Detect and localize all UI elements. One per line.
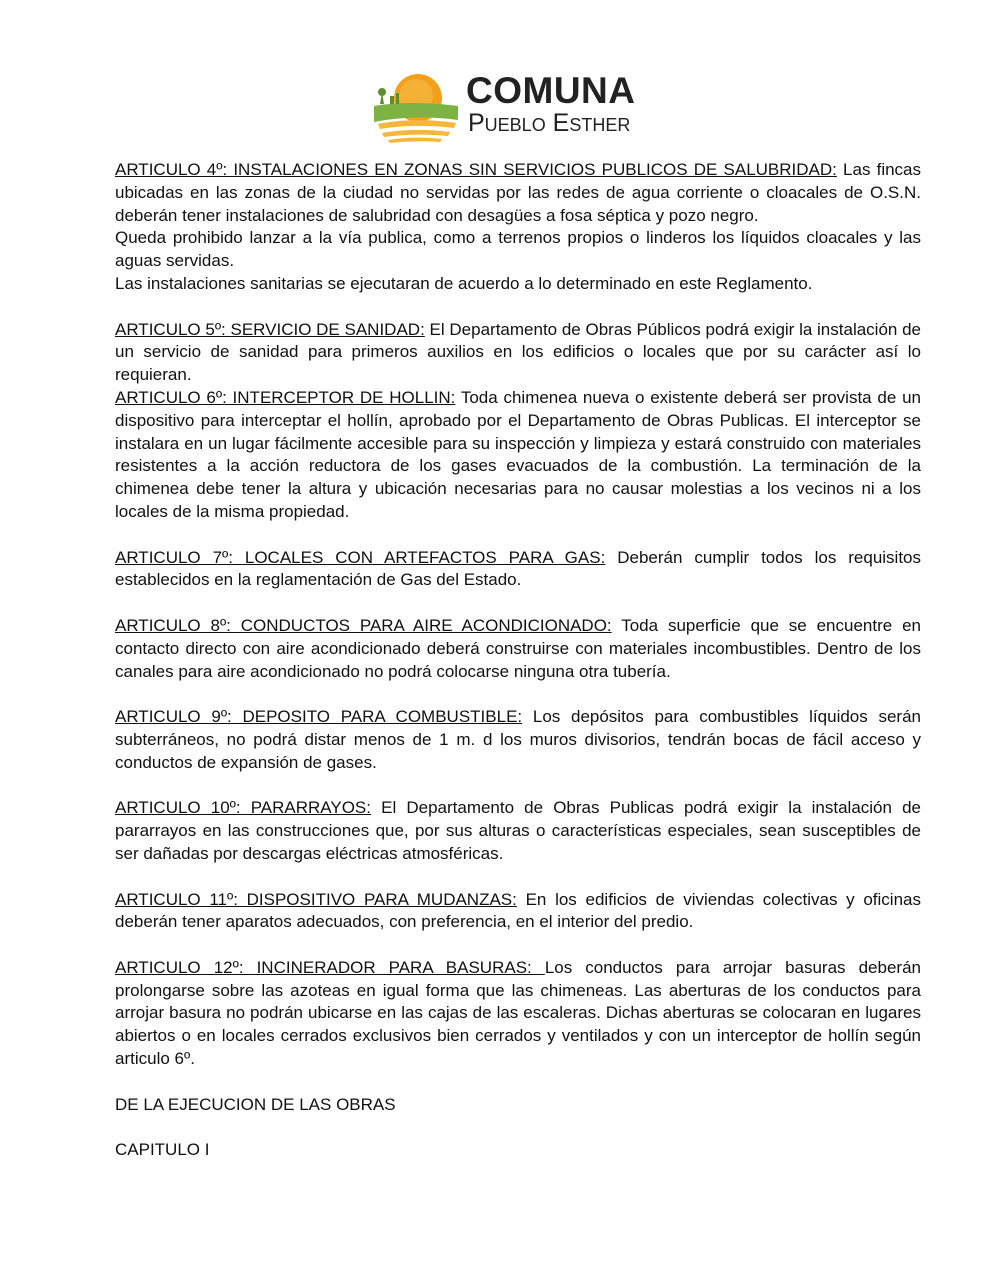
article-6-heading: ARTICULO 6º: INTERCEPTOR DE HOLLIN:: [115, 387, 456, 407]
article-11-heading: ARTICULO 11º: DISPOSITIVO PARA MUDANZAS:: [115, 889, 517, 909]
logo-title: COMUNA: [466, 70, 636, 111]
chapter-title: CAPITULO I: [115, 1140, 210, 1160]
article-5-heading: ARTICULO 5º: SERVICIO DE SANIDAD:: [115, 319, 425, 339]
article-7-text: Deberán cumplir todos los requisitos establecidos en la reglamentación de Gas del Estado.: [115, 547, 922, 590]
article-4-heading: ARTICULO 4º: INSTALACIONES EN ZONAS SIN SERVICIOS PUBLICOS DE SALUBRIDAD:: [115, 160, 837, 179]
article-11-text: En los edificios de viviendas colectivas y oficinas deberán tener aparatos adecuados, con preferencia, en el interior del predio.: [115, 889, 921, 932]
article-9-heading: ARTICULO 9º: DEPOSITO PARA COMBUSTIBLE:: [115, 707, 523, 727]
article-4-paragraph-3: Las instalaciones sanitarias se ejecutaran de acuerdo a lo determinado en este Reglamento.: [115, 273, 813, 293]
article-10-text: El Departamento de Obras Publicas podrá exigir la instalación de pararrayos en las construcciones que, por sus alturas o características especiales, sean susceptibles de ser dañadas por descargas eléctricas atmosféricas.: [115, 798, 921, 863]
article-4: [115, 159, 921, 227]
article-8: [115, 615, 921, 683]
article-12-text: Los conductos para arrojar basuras deberán prolongarse sobre las azoteas en igual forma que las chimeneas. Las aberturas de los conductos para arrojar basura no podrán ubicarse en las cajas de las escaleras. Dichas aberturas se colocaran en lugares abiertos o en locales cerrados exclusivos bien cerrados y ventilados y con un interceptor de hollín según articulo 6º.: [115, 957, 921, 1069]
comuna-logo-icon: [370, 62, 462, 154]
article-9: [115, 706, 921, 774]
article-5-text: El Departamento de Obras Públicos podrá exigir la instalación de un servicio de sanidad para primeros auxilios en los edificios o locales que por su carácter así lo requieran.: [115, 319, 921, 385]
article-8-text: Toda superficie que se encuentre en contacto directo con aire acondicionado deberá construirse con materiales incombustibles. Dentro de los canales para aire acondicionado no podrá colocarse ninguna otra tubería.: [115, 615, 921, 681]
article-6: [115, 387, 921, 524]
article-4-text: Las fincas ubicadas en las zonas de la ciudad no servidas por las redes de agua corriente o cloacales de O.S.N. deberán tener instalaciones de salubridad con desagües a fosa séptica y pozo negro.: [115, 160, 922, 225]
article-9-text: Los depósitos para combustibles líquidos serán subterráneos, no podrá distar menos de 1 m. d los muros divisorios, tendrán bocas de fácil acceso y conductos de expansión de gases.: [115, 707, 921, 772]
article-12-heading: ARTICULO 12º: INCINERADOR PARA BASURAS:: [115, 957, 545, 977]
article-4-paragraph-2: Queda prohibido lanzar a la vía publica, como a terrenos propios o linderos los líquidos cloacales y las aguas servidas.: [115, 228, 921, 271]
article-12: [115, 957, 921, 1071]
article-11: [115, 889, 921, 935]
article-10: [115, 797, 921, 865]
article-5: [115, 319, 921, 387]
article-10-heading: ARTICULO 10º: PARARRAYOS:: [115, 798, 371, 818]
article-7-heading: ARTICULO 7º: LOCALES CON ARTEFACTOS PARA GAS:: [115, 547, 606, 567]
section-title: DE LA EJECUCION DE LAS OBRAS: [115, 1094, 396, 1114]
article-7: [115, 547, 921, 593]
page-header: [0, 60, 990, 155]
article-8-heading: ARTICULO 8º: CONDUCTOS PARA AIRE ACONDICIONADO:: [115, 615, 612, 635]
article-6-text: Toda chimenea nueva o existente deberá ser provista de un dispositivo para interceptar el hollín, aprobado por el Departamento de Obras Publicas. El interceptor se instalara en un lugar fácilmente accesible para su inspección y limpieza y estará construido con materiales resistentes a la acción reductora de los gases evacuados de la combustión. La terminación de la chimenea debe tener la altura y ubicación necesarias para no causar molestias a los vecinos ni a los locales de la misma propiedad.: [115, 387, 921, 521]
logo-subtitle: Pueblo Esther: [468, 109, 631, 137]
document-body: [115, 159, 921, 1162]
